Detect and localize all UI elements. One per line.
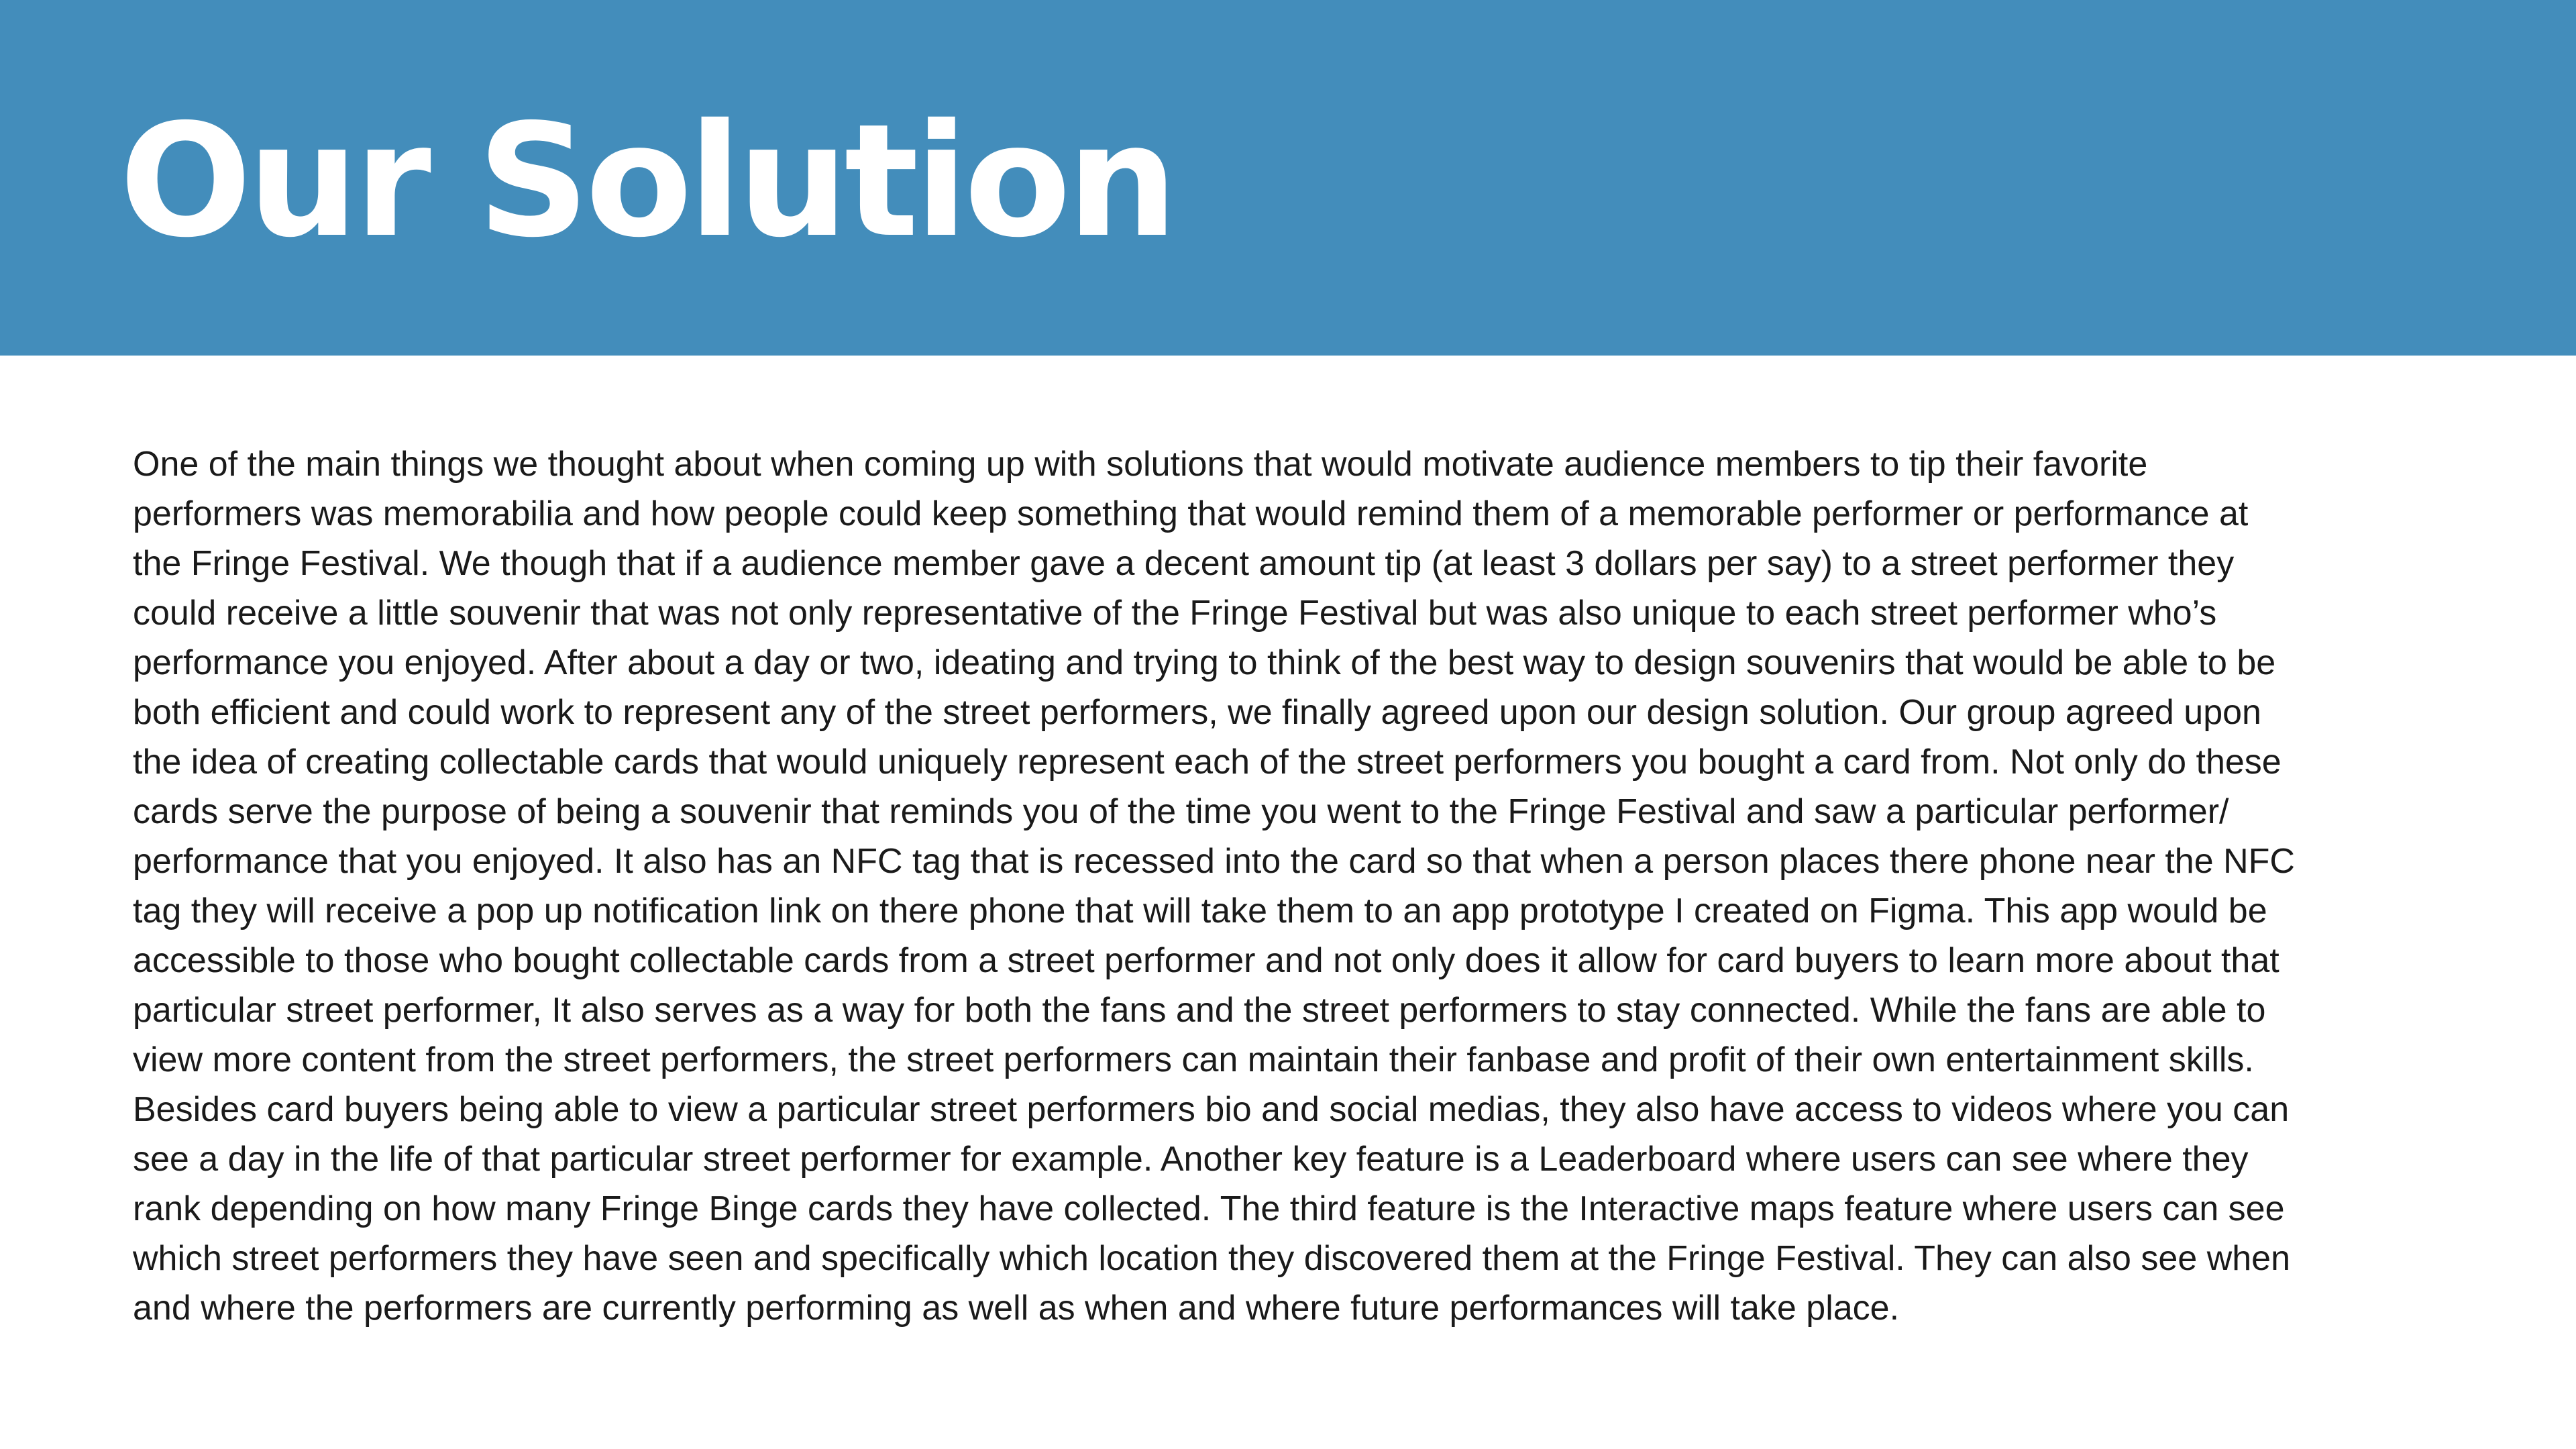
paragraph-line: Besides card buyers being able to view a particular street performers bio and social medias, they also have access to videos where you can [133,1090,2290,1129]
paragraph-line: particular street performer, It also serves as a way for both the fans and the street performers to stay connected. While the fans are able to [133,991,2266,1030]
paragraph-line: and where the performers are currently performing as well as when and where future performances will take place. [133,1289,1900,1328]
paragraph-line: both efficient and could work to represent any of the street performers, we finally agreed upon our design solution. Our group agreed upon [133,693,2261,732]
body-paragraph [133,439,2508,1333]
paragraph-line: could receive a little souvenir that was not only representative of the Fringe Festival but was also unique to each street performer who’s [133,594,2217,633]
paragraph-line: see a day in the life of that particular street performer for example. Another key feature is a Leaderboard where users can see where they [133,1140,2249,1179]
paragraph-line: accessible to those who bought collectable cards from a street performer and not only does it allow for card buyers to learn more about that [133,941,2279,980]
paragraph-line: One of the main things we thought about when coming up with solutions that would motivate audience members to tip their favorite [133,445,2148,484]
header-band [0,0,2576,356]
paragraph-line: performers was memorabilia and how people could keep something that would remind them of a memorable performer or performance at [133,494,2249,533]
paragraph-line: tag they will receive a pop up notification link on there phone that will take them to an app prototype I created on Figma. This app would be [133,892,2267,930]
slide-title: Our Solution [119,91,1174,272]
paragraph-line: which street performers they have seen and specifically which location they discovered them at the Fringe Festival. They can also see when [133,1239,2291,1278]
paragraph-line: rank depending on how many Fringe Binge cards they have collected. The third feature is the Interactive maps feature where users can see [133,1189,2285,1228]
paragraph-line: view more content from the street performers, the street performers can maintain their fanbase and profit of their own entertainment skills. [133,1040,2254,1079]
paragraph-line: performance you enjoyed. After about a day or two, ideating and trying to think of the best way to design souvenirs that would be able to be [133,643,2276,682]
paragraph-line: cards serve the purpose of being a souvenir that reminds you of the time you went to the Fringe Festival and saw a particular performer/ [133,792,2229,831]
paragraph-line: performance that you enjoyed. It also has an NFC tag that is recessed into the card so that when a person places there phone near the NFC [133,842,2295,881]
paragraph-line: the idea of creating collectable cards that would uniquely represent each of the street performers you bought a card from. Not only do these [133,743,2282,782]
paragraph-line: the Fringe Festival. We though that if a audience member gave a decent amount tip (at least 3 dollars per say) to a street performer they [133,544,2235,583]
